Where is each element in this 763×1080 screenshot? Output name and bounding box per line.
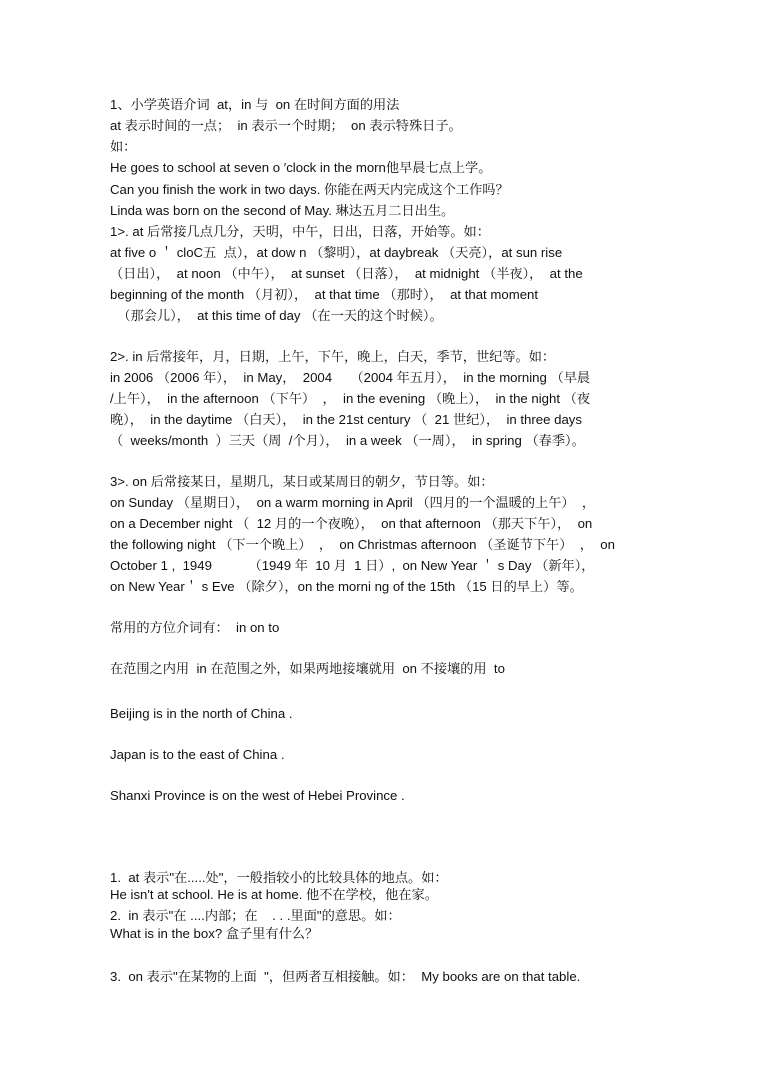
text-line: （日出）， at noon （中午）， at sunset （日落）， at midnight （半夜）， at the <box>110 266 583 281</box>
text-line: 晚）， in the daytime （白天）， in the 21st century （ 21 世纪）， in three days <box>110 412 582 427</box>
subsection-heading: 1>. at 后常接几点几分，天明，中午，日出，日落，开始等。如： <box>110 224 490 239</box>
subsection-heading: 2>. in 后常接年，月，日期，上午，下午，晚上，白天，季节，世纪等。如： <box>110 349 556 364</box>
text-line: at 表示时间的一点； in 表示一个时期； on 表示特殊日子。 <box>110 118 462 133</box>
text-line: 在范围之内用 in 在范围之外，如果两地接壤就用 on 不接壤的用 to <box>110 661 505 676</box>
text-line: 2. in 表示"在 ....内部；在 . . .里面"的意思。如： <box>110 908 401 923</box>
text-line: He isn't at school. He is at home. 他不在学校，他在家。 <box>110 887 438 902</box>
text-line: 1. at 表示"在.....处"，一般指较小的比较具体的地点。如： <box>110 870 448 885</box>
text-line: Can you finish the work in two days. 你能在两天内完成这个工作吗？ <box>110 182 509 197</box>
text-line: 常用的方位介词有： in on to <box>110 620 280 635</box>
section-title: 1、小学英语介词 at，in 与 on 在时间方面的用法 <box>110 97 400 112</box>
example-sentence: Japan is to the east of China . <box>110 747 285 762</box>
text-line: on Sunday （星期日）， on a warm morning in April （四月的一个温暖的上午） ， <box>110 495 596 510</box>
example-sentence: Shanxi Province is on the west of Hebei Province . <box>110 788 405 803</box>
text-line: What is in the box? 盒子里有什么？ <box>110 926 319 941</box>
text-line: on New Year＇ s Eve （除夕），on the morni ng of the 15th （15 日的早上）等。 <box>110 579 583 594</box>
text-line: 3. on 表示"在某物的上面 "，但两者互相接触。如： My books are on that table. <box>110 969 581 984</box>
text-line: the following night （下一个晚上） ， on Christmas afternoon （圣诞节下午） ， on <box>110 537 615 552</box>
text-line: Linda was born on the second of May. 琳达五月二日出生。 <box>110 203 455 218</box>
example-sentence: Beijing is in the north of China . <box>110 706 293 721</box>
text-line: October 1 , 1949 （1949 年 10 月 1 日）, on New Year ＇ s Day （新年）， <box>110 558 595 573</box>
subsection-heading: 3>. on 后常接某日，星期几，某日或某周日的朝夕，节日等。如： <box>110 474 494 489</box>
text-line: （那会儿）， at this time of day （在一天的这个时候）。 <box>110 308 443 323</box>
text-line: 如： <box>110 139 137 154</box>
text-line: at five o ＇ cloC五 点），at dow n （黎明），at daybreak （天亮），at sun rise <box>110 245 563 260</box>
text-line: He goes to school at seven o ′clock in the morn他早晨七点上学。 <box>110 160 492 175</box>
text-line: in 2006 （2006 年）， in May， 2004 （2004 年五月）， in the morning （早晨 <box>110 370 591 385</box>
text-line: （ weeks/month ）三天（周 /个月）， in a week （一周）， in spring （春季）。 <box>110 433 585 448</box>
text-line: beginning of the month （月初）， at that time （那时）， at that moment <box>110 287 539 302</box>
text-line: on a December night （ 12 月的一个夜晚）， on that afternoon （那天下午）， on <box>110 516 593 531</box>
text-line: /上午）， in the afternoon （下午） ， in the evening （晚上）， in the night （夜 <box>110 391 591 406</box>
